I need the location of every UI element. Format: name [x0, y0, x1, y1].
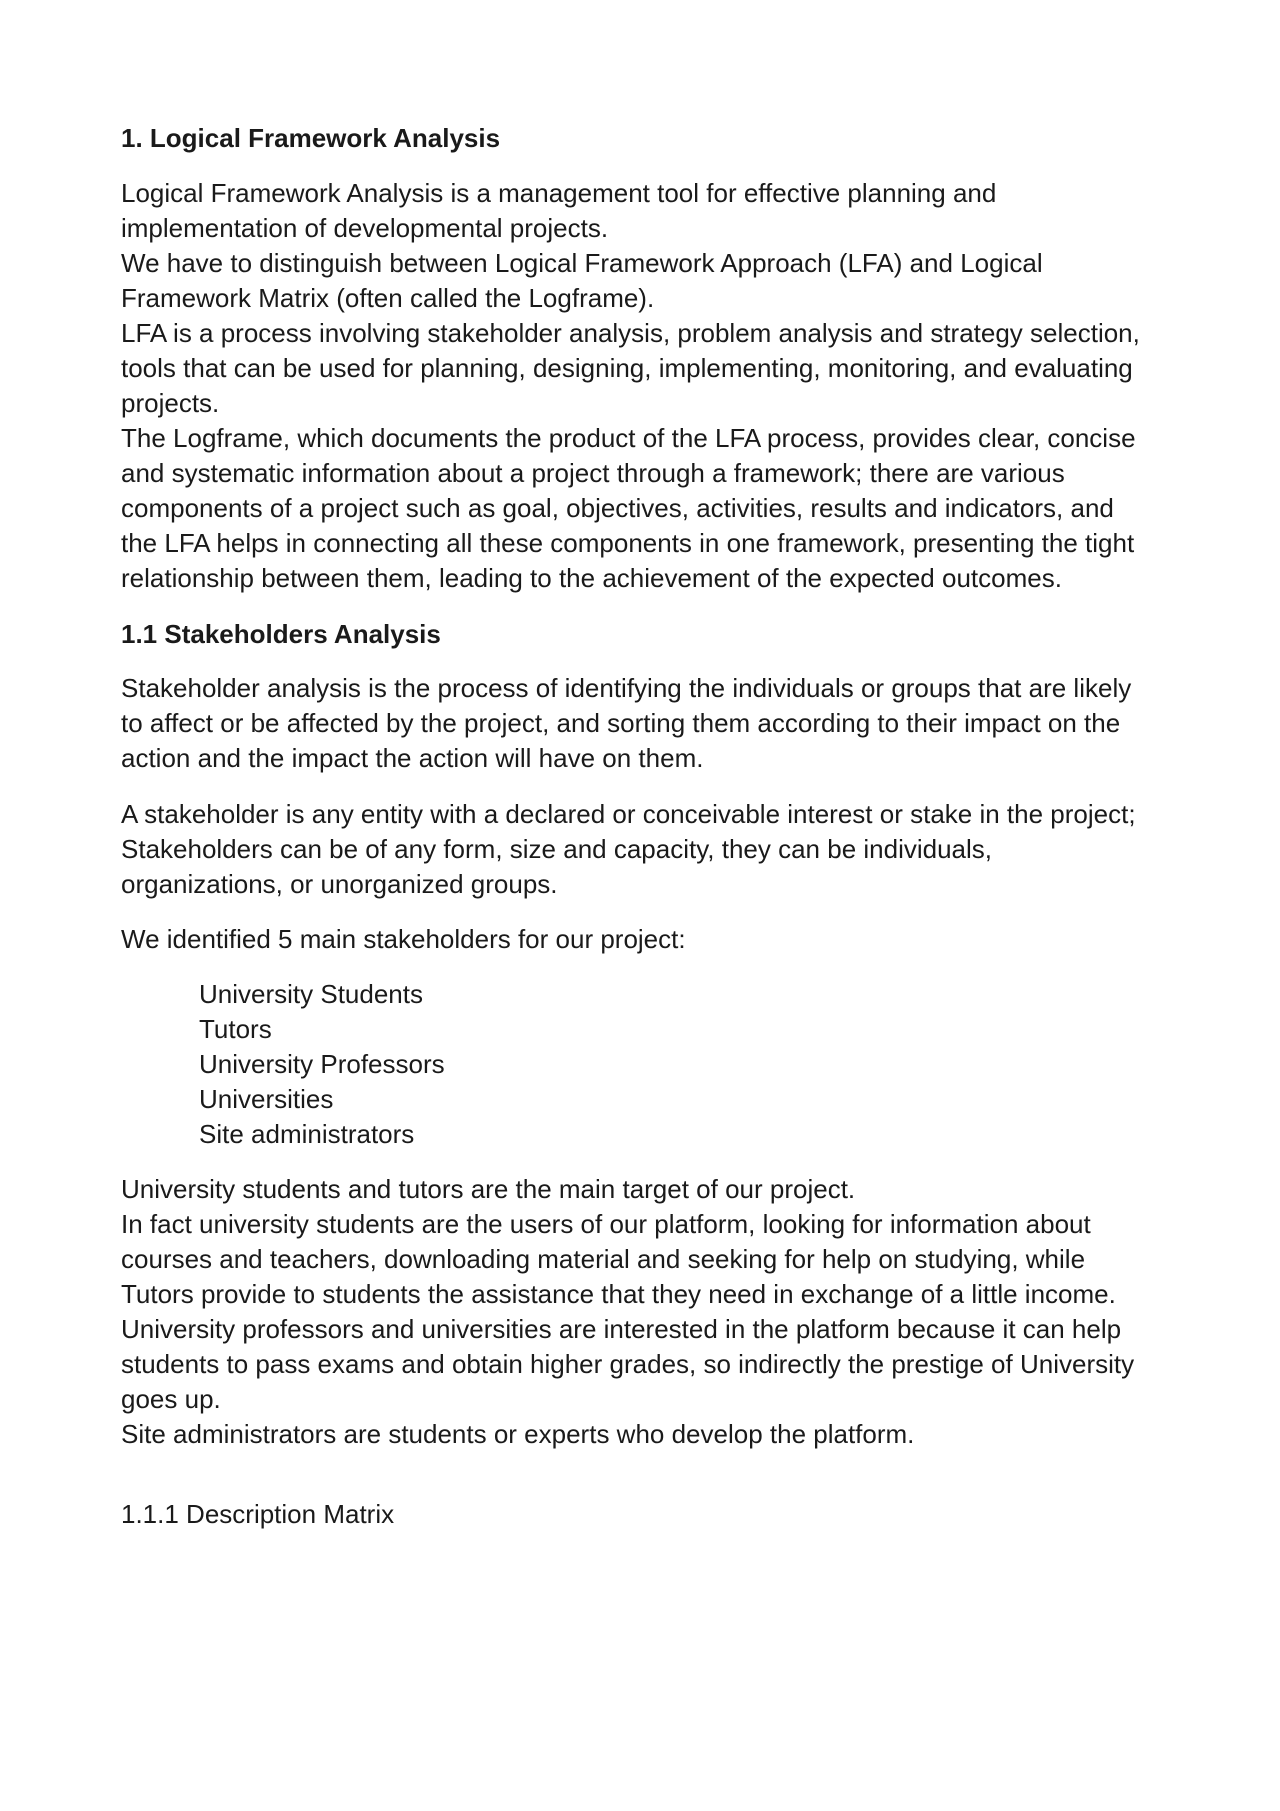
intro-paragraph-3: LFA is a process involving stakeholder analysis, problem analysis and strategy selection, tools that can be used for planning, designing, implementing, monitoring, and evaluating projects. [121, 318, 1140, 418]
list-item: Tutors [199, 1014, 272, 1044]
stakeholder-details [121, 1172, 1150, 1452]
section-heading-stakeholders-analysis: 1.1 Stakeholders Analysis [121, 619, 441, 649]
section-intro [121, 176, 1150, 596]
details-paragraph-4: Site administrators are students or experts who develop the platform. [121, 1419, 915, 1449]
list-item: Site administrators [199, 1119, 415, 1149]
list-item: Universities [199, 1084, 334, 1114]
stakeholder-list [121, 977, 1150, 1152]
intro-paragraph-2: We have to distinguish between Logical Framework Approach (LFA) and Logical Framework Matrix (often called the Logframe). [121, 248, 1043, 313]
stakeholder-definition: A stakeholder is any entity with a declared or conceivable interest or stake in the project; Stakeholders can be of any form, size and capacity, they can be individuals, organizations, or unorganized groups. [121, 799, 1136, 899]
subsection-heading-description-matrix: 1.1.1 Description Matrix [121, 1499, 395, 1529]
list-item: University Students [199, 979, 423, 1009]
details-paragraph-1: University students and tutors are the main target of our project. [121, 1174, 856, 1204]
intro-paragraph-4: The Logframe, which documents the product of the LFA process, provides clear, concise and systematic information about a project through a framework; there are various components of a project such as goal, objectives, activities, results and indicators, and the LFA helps in connecting all these components in one framework, presenting the tight relationship between them, leading to the achievement of the expected outcomes. [121, 423, 1136, 593]
details-paragraph-3: University professors and universities are interested in the platform because it can help students to pass exams and obtain higher grades, so indirectly the prestige of University goes up. [121, 1314, 1135, 1414]
stakeholder-analysis-definition: Stakeholder analysis is the process of identifying the individuals or groups that are likely to affect or be affected by the project, and sorting them according to their impact on the action and the impact the action will have on them. [121, 673, 1132, 773]
list-item: University Professors [199, 1049, 445, 1079]
stakeholders-intro: We identified 5 main stakeholders for our project: [121, 924, 686, 954]
section-heading-logical-framework-analysis: 1. Logical Framework Analysis [121, 123, 501, 153]
intro-paragraph-1: Logical Framework Analysis is a management tool for effective planning and implementation of developmental projects. [121, 178, 997, 243]
details-paragraph-2: In fact university students are the users of our platform, looking for information about courses and teachers, downloading material and seeking for help on studying, while Tutors provide to students the assistance that they need in exchange of a little income. [121, 1209, 1116, 1309]
